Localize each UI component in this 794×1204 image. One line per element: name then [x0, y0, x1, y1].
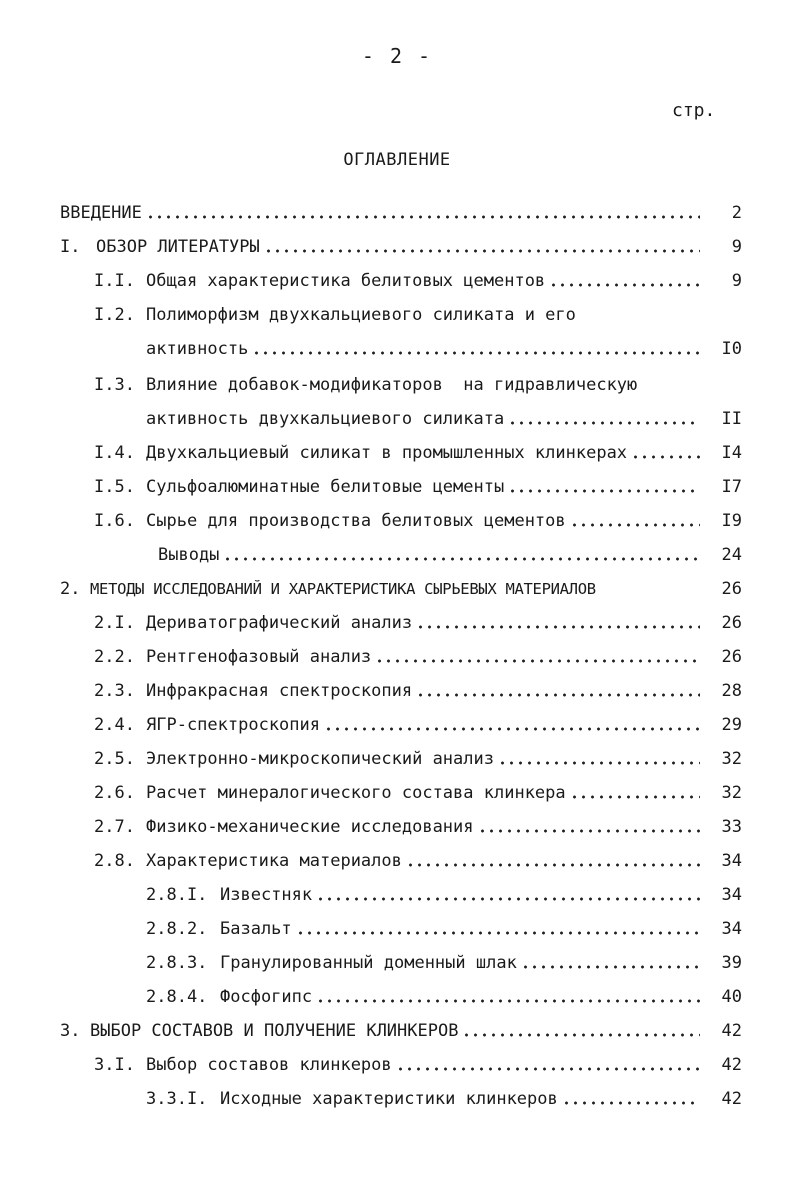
toc-entry — [94, 1042, 742, 1076]
toc-entry — [94, 464, 742, 498]
toc-entry-title: Расчет минералогического состава клинкера — [146, 783, 566, 803]
toc-entry-title: Гранулированный доменный шлак — [220, 953, 517, 973]
toc-entry-title: Физико-механические исследования — [146, 817, 474, 837]
dot-leader — [264, 249, 700, 253]
dot-leader — [316, 999, 700, 1003]
toc-entry-title: Известняк — [220, 885, 313, 905]
toc-entry — [94, 292, 576, 326]
toc-entry-page: 24 — [721, 545, 742, 565]
toc-entry-title: ОБЗОР ЛИТЕРАТУРЫ — [96, 237, 260, 257]
toc-entry-page: I4 — [721, 443, 742, 463]
toc-entry — [94, 736, 742, 770]
dot-leader — [223, 557, 700, 561]
toc-entry-continuation — [146, 396, 742, 430]
toc-entry — [94, 668, 742, 702]
toc-entry-number: 2.8. — [94, 851, 135, 871]
dot-leader — [570, 523, 700, 527]
toc-entry-title: МЕТОДЫ ИССЛЕДОВАНИЙ И ХАРАКТЕРИСТИКА СЫРЬЕВЫХ МАТЕРИАЛОВ — [90, 580, 596, 598]
toc-entry-page: 34 — [721, 851, 742, 871]
dot-leader — [562, 1101, 700, 1105]
dot-leader — [521, 965, 700, 969]
toc-entry-page: 26 — [721, 579, 742, 599]
toc-entry — [146, 872, 742, 906]
toc-entry-title: Рентгенофазовый анализ — [146, 647, 372, 667]
toc-entry-number: 2.I. — [94, 613, 135, 633]
dot-leader — [498, 761, 700, 765]
toc-entry-title: Влияние добавок-модификаторов на гидравлическую — [146, 375, 638, 395]
toc-entry-number: 2.5. — [94, 749, 135, 769]
toc-entry — [94, 362, 637, 396]
toc-entry — [60, 566, 742, 600]
toc-entry-page: 9 — [731, 237, 742, 257]
toc-entry — [60, 224, 742, 258]
toc-entry-title: ВЫБОР СОСТАВОВ И ПОЛУЧЕНИЕ КЛИНКЕРОВ — [90, 1021, 459, 1041]
toc-entry-page: I9 — [721, 511, 742, 531]
toc-entry-number: 2.8.2. — [146, 919, 208, 939]
toc-entry-number: 2.3. — [94, 681, 135, 701]
toc-entry-title: Базальт — [220, 919, 292, 939]
toc-entry-page: 26 — [721, 613, 742, 633]
toc-entry-page: 42 — [721, 1055, 742, 1075]
dot-leader — [396, 1067, 700, 1071]
toc-entry-number: 3.3.I. — [146, 1089, 208, 1109]
toc-entry-page: I7 — [721, 477, 742, 497]
toc-entry — [94, 430, 742, 464]
toc-entry-number: 2.4. — [94, 715, 135, 735]
toc-entry-title-cont: активность — [146, 339, 249, 359]
dot-leader — [406, 863, 700, 867]
dot-leader — [508, 489, 700, 493]
toc-entry-title: Сырье для производства белитовых цементов — [146, 511, 566, 531]
toc-entry-page: 28 — [721, 681, 742, 701]
toc-entry-title: Выводы — [158, 545, 220, 565]
toc-entry — [146, 1076, 742, 1110]
page-column-label: стр. — [672, 100, 716, 121]
toc-entry — [94, 804, 742, 838]
toc-entry-title: ЯГР-спектроскопия — [146, 715, 320, 735]
toc-entry-page: 9 — [731, 271, 742, 291]
page-number: - 2 - — [361, 44, 433, 68]
toc-entry-title: Полиморфизм двухкальциевого силиката и его — [146, 305, 576, 325]
toc-entry-number: 3. — [60, 1021, 81, 1041]
dot-leader — [146, 215, 700, 219]
toc-entry-number: I. — [60, 237, 81, 257]
toc-entry — [146, 974, 742, 1008]
dot-leader — [570, 795, 700, 799]
toc-entry-title: Фосфогипс — [220, 987, 313, 1007]
toc-entry — [146, 940, 742, 974]
toc-entry — [94, 600, 742, 634]
dot-leader — [416, 625, 700, 629]
toc-entry-number: 2.8.4. — [146, 987, 208, 1007]
toc-entry-number: I.6. — [94, 511, 135, 531]
toc-entry-number: 2.8.I. — [146, 885, 208, 905]
toc-entry-number: I.5. — [94, 477, 135, 497]
toc-entry-title: ВВЕДЕНИЕ — [60, 203, 142, 223]
toc-entry-page: 26 — [721, 647, 742, 667]
toc-entry-number: I.4. — [94, 443, 135, 463]
dot-leader — [508, 421, 700, 425]
toc-entry-title-cont: активность двухкальциевого силиката — [146, 409, 505, 429]
toc-entry-page: 40 — [721, 987, 742, 1007]
dot-leader — [296, 931, 700, 935]
toc-entry-title: Двухкальциевый силикат в промышленных клинкерах — [146, 443, 628, 463]
dot-leader — [416, 693, 700, 697]
toc-entry-number: 3.I. — [94, 1055, 135, 1075]
toc-entry-title: Электронно-микроскопический анализ — [146, 749, 494, 769]
toc-entry-page: I0 — [721, 339, 742, 359]
toc-entry-title: Выбор составов клинкеров — [146, 1055, 392, 1075]
toc-entry — [94, 634, 742, 668]
dot-leader — [375, 659, 700, 663]
toc-entry — [94, 838, 742, 872]
toc-entry-number: 2.2. — [94, 647, 135, 667]
toc-entry-page: 33 — [721, 817, 742, 837]
dot-leader — [324, 727, 700, 731]
toc-entry-page: 34 — [721, 919, 742, 939]
toc-entry-page: 34 — [721, 885, 742, 905]
toc-entry-page: 39 — [721, 953, 742, 973]
toc-entry-number: 2.7. — [94, 817, 135, 837]
toc-entry — [94, 770, 742, 804]
toc-entry-title: Характеристика материалов — [146, 851, 402, 871]
dot-leader — [478, 829, 700, 833]
dot-leader — [252, 351, 700, 355]
toc-entry — [146, 906, 742, 940]
toc-entry-page: 2 — [731, 203, 742, 223]
toc-entry — [60, 1008, 742, 1042]
toc-entry-page: 29 — [721, 715, 742, 735]
toc-entry-number: 2.6. — [94, 783, 135, 803]
toc-entry — [60, 190, 742, 224]
toc-entry — [94, 258, 742, 292]
toc-entry-page: 32 — [721, 783, 742, 803]
toc-entry-continuation — [146, 326, 742, 360]
toc-entry-page: 42 — [721, 1021, 742, 1041]
dot-leader — [549, 283, 700, 287]
toc-entry-page: 42 — [721, 1089, 742, 1109]
toc-entry — [158, 532, 742, 566]
toc-entry-page: 32 — [721, 749, 742, 769]
toc-entry-title: Дериватографический анализ — [146, 613, 413, 633]
toc-entry — [94, 498, 742, 532]
toc-entry-number: I.3. — [94, 375, 135, 395]
toc-entry-title: Инфракрасная спектроскопия — [146, 681, 413, 701]
toc-entry-title: Сульфоалюминатные белитовые цементы — [146, 477, 505, 497]
toc-entry-number: 2. — [60, 579, 81, 599]
toc-entry-page: II — [721, 409, 742, 429]
dot-leader — [462, 1033, 700, 1037]
toc-entry-number: I.I. — [94, 271, 135, 291]
toc-entry-number: 2.8.3. — [146, 953, 208, 973]
toc-heading: ОГЛАВЛЕНИЕ — [343, 150, 451, 170]
dot-leader — [631, 455, 700, 459]
toc-entry-title: Исходные характеристики клинкеров — [220, 1089, 558, 1109]
toc-entry-title: Общая характеристика белитовых цементов — [146, 271, 546, 291]
dot-leader — [316, 897, 700, 901]
toc-entry-number: I.2. — [94, 305, 135, 325]
toc-entry — [94, 702, 742, 736]
